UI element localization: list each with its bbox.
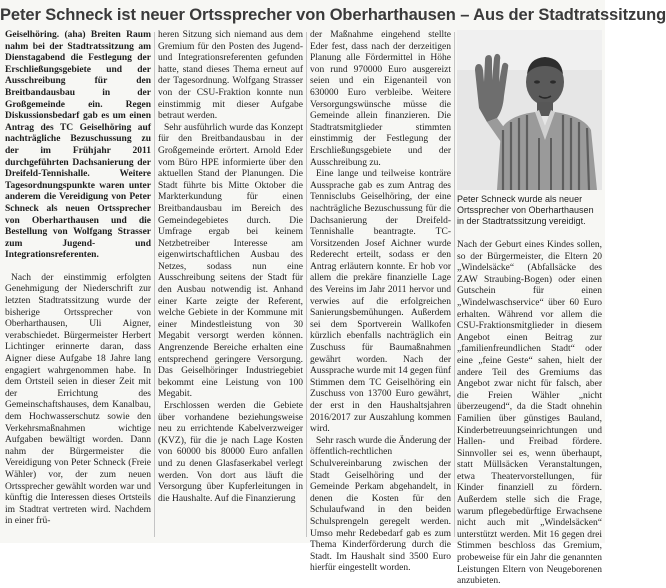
column-4	[457, 240, 602, 587]
article-paragraph: Nach der einstimmig erfolgten Genehmigung der Niederschrift zur letzten Stadtratssitzung wurde der bisherige Ortssprecher von Oberharthausen, Uli Aigner, verabschiedet. Bürgermeister Herbert Lichtinger erinnerte daran, dass Aigner diese Aufgabe 18 Jahre lang engagiert wahrgenommen habe. In dem Ortsteil seien in dieser Zeit mit der Errichtung des Gemeinschaftshauses, dem Kanalbau, dem Hochwasserschutz sowie den Verkehrsmaßnahmen wichtige Aufgaben bewältigt worden. Dann nahm der Bürgermeister die Vereidigung von Peter Schneck (Freie Wähler) vor, der zum neuen Ortssprecher gewählt worden war und künftig die Interessen dieses Ortsteils im Stadtrat vertreten wird. Nachdem in einer frü-	[5, 272, 151, 527]
portrait-photo	[457, 30, 602, 190]
photo-caption: Peter Schneck wurde als neuer Ortssprecher von Oberharthausen in der Stadtratssitzung vereidigt.	[457, 194, 594, 226]
article-paragraph: der Maßnahme eingehend stellte Eder fest, dass nach der derzeitigen Planung alle Fördermittel in Höhe von rund 970000 Euro ausgereizt seien und ein Eigenanteil von 630000 Euro verbleibe. Weitere Versorgungswünsche müsse die Gemeinde allein finanzieren. Die Stadtratsmitglieder stimmten einstimmig der Festlegung der Erschließungsgebiete und der Ausschreibung zu.	[310, 30, 451, 168]
column-3	[310, 30, 451, 574]
article-paragraph: Nach der Geburt eines Kindes sollen, so der Bürgermeister, die Eltern 20 „Windelsäcke“ (Abfallsäcke des ZAW Straubing-Bogen) oder einen Gutschein für einen „Windelwaschservice“ über 60 Euro erhalten. Während vor allem die CSU-Fraktionsmitglieder in diesem Angebot einen Beitrag zur „familienfreundlichen Stadt“ oder eine „feine Geste“ sahen, hielt der andere Teil des Gremiums das Angebot zwar nicht für falsch, aber die Freien Wähler „nicht überzeugend“, da die Stadt ohnehin Familien über günstiges Bauland, Kinderbetreuungseinrichtungen und Hallen- und Freibad fördere. Sinnvoller sei es, wenn überhaupt, statt Müllsäcken Veranstaltungen, etwa Theatervorstellungen, für Kinder finanziell zu fördern. Außerdem stelle sich die Frage, warum pflegebedürftige Erwachsene nicht auch mit „Windelsäcken“ unterstützt werden. Mit 16 gegen drei Stimmen beschloss das Gremium, probeweise für ein Jahr die genannten Leistungen Eltern von Neugeborenen anzubieten.	[457, 240, 602, 587]
article-paragraph: heren Sitzung sich niemand aus dem Gremium für den Posten des Jugend- und Integrationsreferenten gefunden hatte, stand dieses Thema erneut auf der Tagesordnung. Wolfgang Strasser von der CSU-Fraktion konnte nun einstimmig mit dieser Aufgabe betraut werden.	[158, 30, 303, 122]
column-1	[5, 30, 151, 540]
column-divider	[154, 32, 155, 537]
column-2	[158, 30, 303, 540]
article-paragraph: Eine lange und teilweise konträre Aussprache gab es zum Antrag des Tennisclubs Geiselhöring, der eine nachträgliche Bezuschussung für die Dachsanierung der Dreifeld-Tennishalle beantragte. TC-Vorsitzenden Josef Aichner wurde Rederecht erteilt, sodass er den Antrag erläutern konnte. Er hob vor allem die prekäre finanzielle Lage des Vereins im Jahr 2011 hervor und verwies auf die erfolgreichen Sanierungsbemühungen. Außerdem sei dem Sportverein Wallkofen kürzlich ebenfalls nachträglich ein Zuschuss für Baumaßnahmen gewährt worden. Nach der Aussprache wurde mit 14 gegen fünf Stimmen dem TC Geiselhöring ein Zuschuss von 13700 Euro gewährt, der erst in den Haushaltsjahren 2016/2017 zur Auszahlung kommen wird.	[310, 169, 451, 435]
article-headline: Peter Schneck ist neuer Ortssprecher von Oberharthausen – Aus der Stadtratssitzung	[0, 6, 666, 24]
article-paragraph: Erschlossen werden die Gebiete über vorhandene beziehungsweise neu zu errichtende Kabelverzweiger (KVZ), für die je nach Lage Kosten von 60000 bis 80000 Euro anfallen und zu denen Glasfaserkabel verlegt werden. Von dort aus läuft die Versorgung über Kupferleitungen in die Haushalte. Auf die Finanzierung	[158, 401, 303, 504]
column-divider	[454, 32, 455, 537]
article-paragraph: Sehr ausführlich wurde das Konzept für den Breitbandausbau in der Großgemeinde erörtert. Arnold Eder vom Büro HPE informierte über den aktuellen Stand der Planungen. Die Stadt führte bis Mitte Oktober die Markterkundung für einen Breitbandausbau im Bereich des Gemeindegebietes durch. Die Umfrage ergab bei keinem Netzbetreiber Interesse am eigenwirtschaftlichen Ausbau des Netzes, sodass nun eine Ausschreibung seitens der Stadt für den Ausbau notwendig ist. Anhand einer Karte zeigte der Referent, welche Gebiete in der Kommune mit einer Mindestleistung von 30 Megabit versorgt werden können. Angrenzende Bereiche erhalten eine entsprechend geringere Versorgung. Das Geiselhöringer Industriegebiet bekommt eine Leistung von 100 Megabit.	[158, 122, 303, 400]
article-paragraph: Sehr rasch wurde die Änderung der öffentlich-rechtlichen Schulvereinbarung zwischen der Stadt Geiselhöring und der Gemeinde Perkam abgehandelt, in denen die Kosten für den Schulaufwand in den beiden Schulsprengeln geregelt werden. Umso mehr Redebedarf gab es zum Thema Kinderförderung durch die Stadt. Im Haushalt sind 3500 Euro hierfür eingestellt worden.	[310, 435, 451, 574]
article-lead-paragraph: Geiselhöring. (aha) Breiten Raum nahm bei der Stadtratssitzung am Dienstagabend die Festlegung der Erschließungsgebiete und der Ausschreibung für den Breitbandausbau in der Großgemeinde ein. Regen Diskussionsbedarf gab es um einen Antrag des TC Geiselhöring auf nachträgliche Bezuschussung zu der im Frühjahr 2011 durchgeführten Dachsanierung der Dreifeld-Tennishalle. Weitere Tagesordnungspunkte waren unter anderem die Vereidigung von Peter Schneck als neuen Ortssprecher von Oberharthausen und die Bestellung von Wolfgang Strasser zum Jugend- und Integrationsreferenten.	[5, 30, 151, 261]
column-divider	[306, 32, 307, 537]
